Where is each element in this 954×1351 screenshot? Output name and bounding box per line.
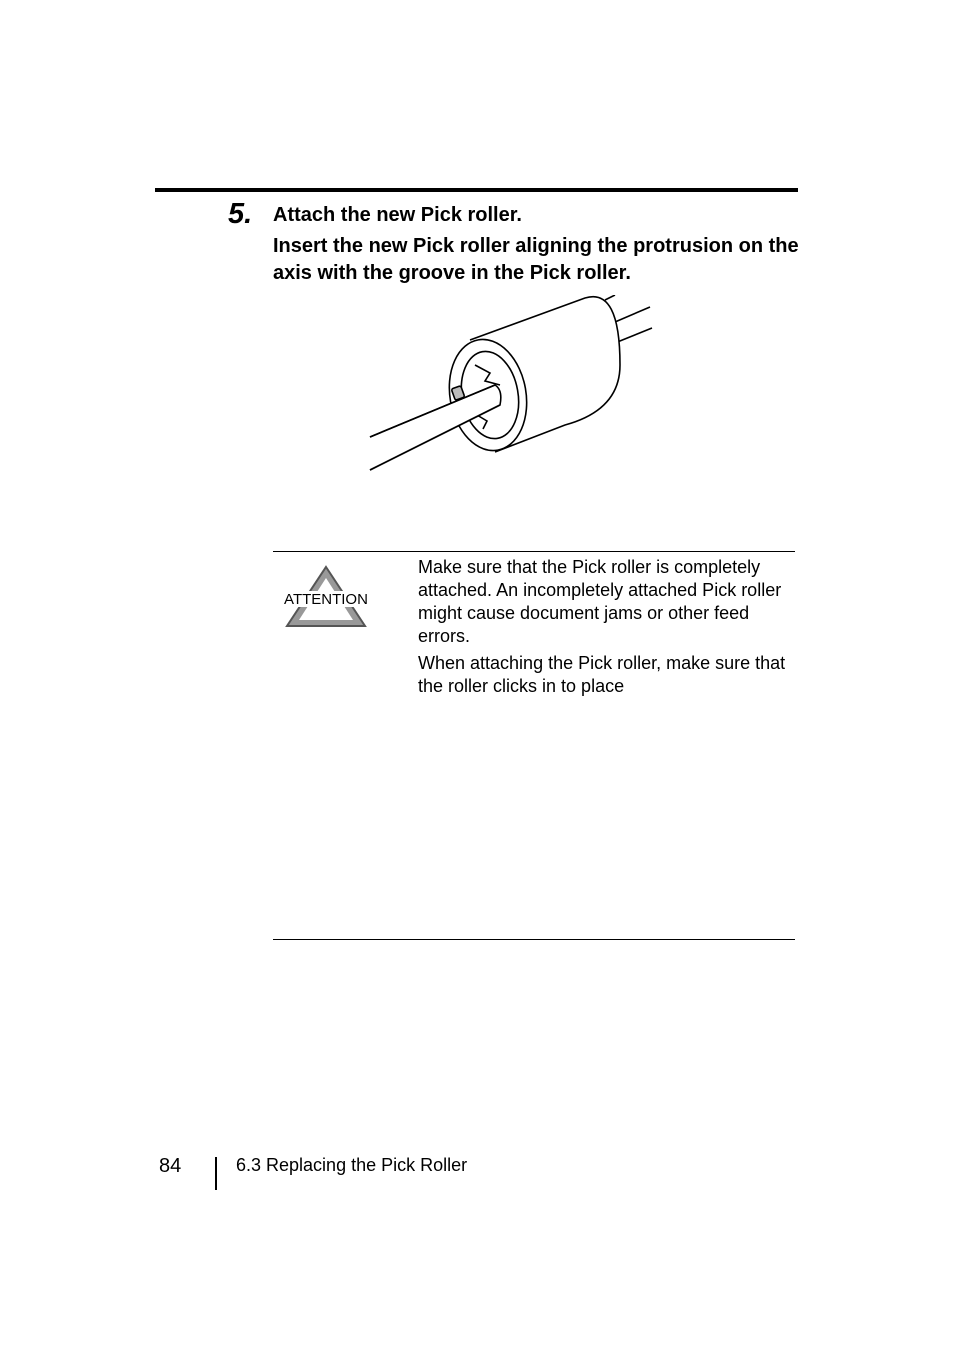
attention-paragraph: Make sure that the Pick roller is completely attached. An incompletely attached Pick roller might cause document jams or other feed errors. — [418, 557, 782, 646]
top-rule — [155, 188, 798, 192]
step-title: Attach the new Pick roller. — [273, 204, 522, 226]
pick-roller-illustration — [365, 295, 665, 475]
step-number: 5. — [228, 198, 253, 230]
attention-note — [418, 556, 798, 702]
footer-divider — [215, 1157, 217, 1190]
page-number: 84 — [159, 1155, 182, 1177]
attention-label: ATTENTION — [284, 591, 368, 608]
shaft-line-far-top — [605, 295, 615, 300]
footer-section-title: 6.3 Replacing the Pick Roller — [236, 1155, 468, 1175]
attention-paragraph: When attaching the Pick roller, make sure that the roller clicks in to place — [418, 653, 786, 696]
attention-icon — [281, 564, 371, 630]
step-description: Insert the new Pick roller aligning the protrusion on the axis with the groove in the Pick roller. — [273, 235, 799, 284]
note-top-rule — [273, 551, 795, 552]
note-bottom-rule — [273, 939, 795, 940]
